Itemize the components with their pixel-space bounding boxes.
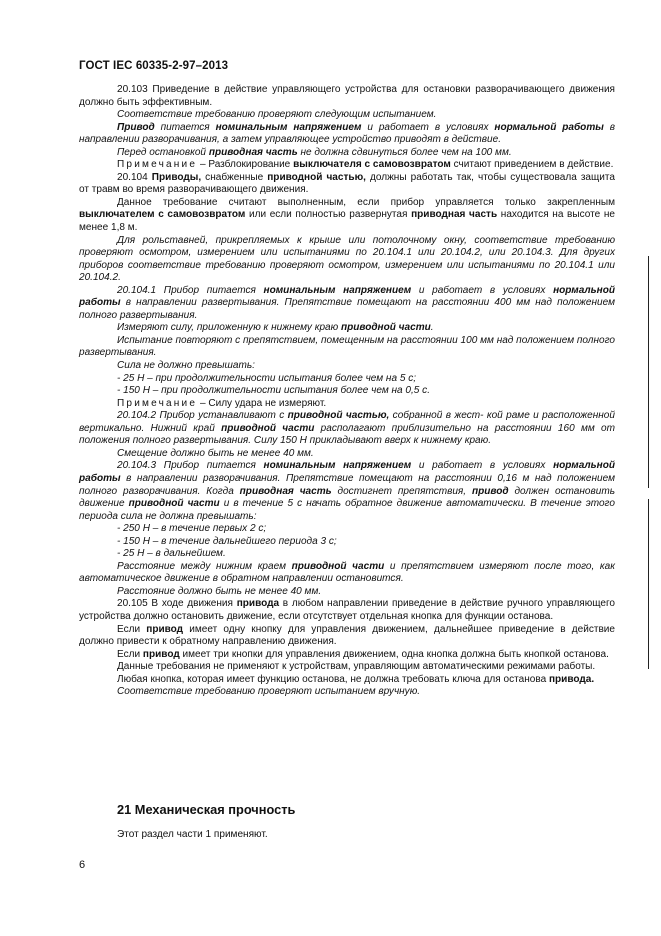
paragraph: Соответствие требованию проверяют испытанием вручную. bbox=[117, 686, 421, 698]
paragraph: Если привод имеет одну кнопку для управления движением, дальнейшее приведение в действие должно привести к обратному направлению движения. bbox=[79, 623, 615, 648]
paragraph: Данные требования не применяют к устройствам, управляющим автоматическими режимами работы. bbox=[117, 661, 596, 673]
revision-bar bbox=[648, 256, 649, 488]
paragraph: Если привод имеет три кнопки для управления движением, одна кнопка должна быть кнопкой останова. bbox=[117, 648, 609, 660]
paragraph: Данное требование считают выполненным, если прибор управляется только закрепленным выключателем с самовозвратом или если полностью развернутая приводная часть находится на высоте не менее 1,8 м. bbox=[79, 196, 615, 234]
paragraph: Для рольставней, прикрепляемых к крыше или потолочному окну, соответствие требованию проверяют осмотром, измерением или испытаниями по 20.104.1 или 20.104.2, или 20.104.3. Для других приборов соответствие требованию проверяют осмотром, измерением или испытаниями по 20.104.1 или 20.104.2. bbox=[79, 234, 615, 284]
note: Примечание – Силу удара не измеряют. bbox=[117, 397, 327, 409]
list-item: - 25 Н – в дальнейшем. bbox=[117, 548, 226, 560]
page-number: 6 bbox=[79, 859, 86, 871]
list-item: - 250 Н – в течение первых 2 с; bbox=[117, 523, 267, 535]
paragraph: Расстояние между нижним краем приводной части и препятствием измеряют после того, как автоматическое движение в обратном направлении остановится. bbox=[79, 560, 615, 585]
paragraph: Испытание повторяют с препятствием, помещенным на расстоянии 100 мм над положением полного развертывания. bbox=[79, 334, 615, 359]
paragraph-20-104: 20.104 Приводы, снабженные приводной частью, должны работать так, чтобы существовала защита от травм во время разворачивающего движения. bbox=[79, 171, 615, 196]
body-text bbox=[79, 84, 615, 699]
section-text: Этот раздел части 1 применяют. bbox=[117, 829, 268, 840]
section-title: 21 Механическая прочность bbox=[117, 802, 296, 817]
revision-bar bbox=[648, 499, 649, 669]
paragraph-20-104-2: 20.104.2 Прибор устанавливают с приводной частью, собранной в жест- кой раме и расположенной вертикально. Нижний край приводной части располагают приблизительно на расстоянии 160 мм от положения полного развертывания. Силу 150 Н прикладывают вверх к нижнему краю. bbox=[79, 410, 615, 447]
paragraph-20-105: 20.105 В ходе движения привода в любом направлении приведение в действие ручного управляющего устройства должно остановить движение, если отсутствует отдельная кнопка для функции останова. bbox=[79, 598, 615, 622]
paragraph-20-104-1: 20.104.1 Прибор питается номинальным напряжением и работает в условиях нормальной работы в направлении развертывания. Препятствие помещают на расстоянии 400 мм над положением полного развертывания. bbox=[79, 284, 615, 321]
list-item: - 25 Н – при продолжительности испытания более чем на 5 с; bbox=[117, 372, 417, 384]
note: Примечание – Разблокирование выключателя с самовозвратом считают приведением в действие. bbox=[117, 159, 614, 171]
paragraph: Смещение должно быть не менее 40 мм. bbox=[117, 447, 314, 459]
paragraph-20-104-3: 20.104.3 Прибор питается номинальным напряжением и работает в условиях нормальной работы в направлении разворачивания. Препятствие помещают на расстоянии 0,16 м над положением полного разворачивания. Когда приводная часть достигнет препятствия, привод должен остановить движение приводной части и в течение 5 с начать обратное движение автоматически. В течение этого периода сила не должна превышать: bbox=[79, 460, 615, 522]
paragraph: Любая кнопка, которая имеет функцию останова, не должна требовать ключа для останова привода. bbox=[117, 673, 595, 685]
paragraph: Перед остановкой приводная часть не должна сдвинуться более чем на 100 мм. bbox=[117, 146, 512, 158]
document-header: ГОСТ IEC 60335-2-97–2013 bbox=[79, 60, 229, 72]
list-item: - 150 Н – в течение дальнейшего периода 3 с; bbox=[117, 535, 337, 547]
paragraph: Соответствие требованию проверяют следующим испытанием. bbox=[117, 109, 437, 121]
paragraph: Расстояние должно быть не менее 40 мм. bbox=[117, 585, 322, 597]
paragraph: Привод питается номинальным напряжением и работает в условиях нормальной работы в направлении разворачивания, а затем управляющее устройство приводят в действие. bbox=[79, 121, 615, 146]
paragraph: Измеряют силу, приложенную к нижнему краю приводной части. bbox=[117, 322, 434, 334]
paragraph-20-103: 20.103 Приведение в действие управляющего устройства для остановки разворачивающего движения должно быть эффективным. bbox=[79, 84, 615, 108]
list-item: - 150 Н – при продолжительности испытания более чем на 0,5 с. bbox=[117, 385, 430, 397]
paragraph: Сила не должно превышать: bbox=[117, 360, 255, 372]
